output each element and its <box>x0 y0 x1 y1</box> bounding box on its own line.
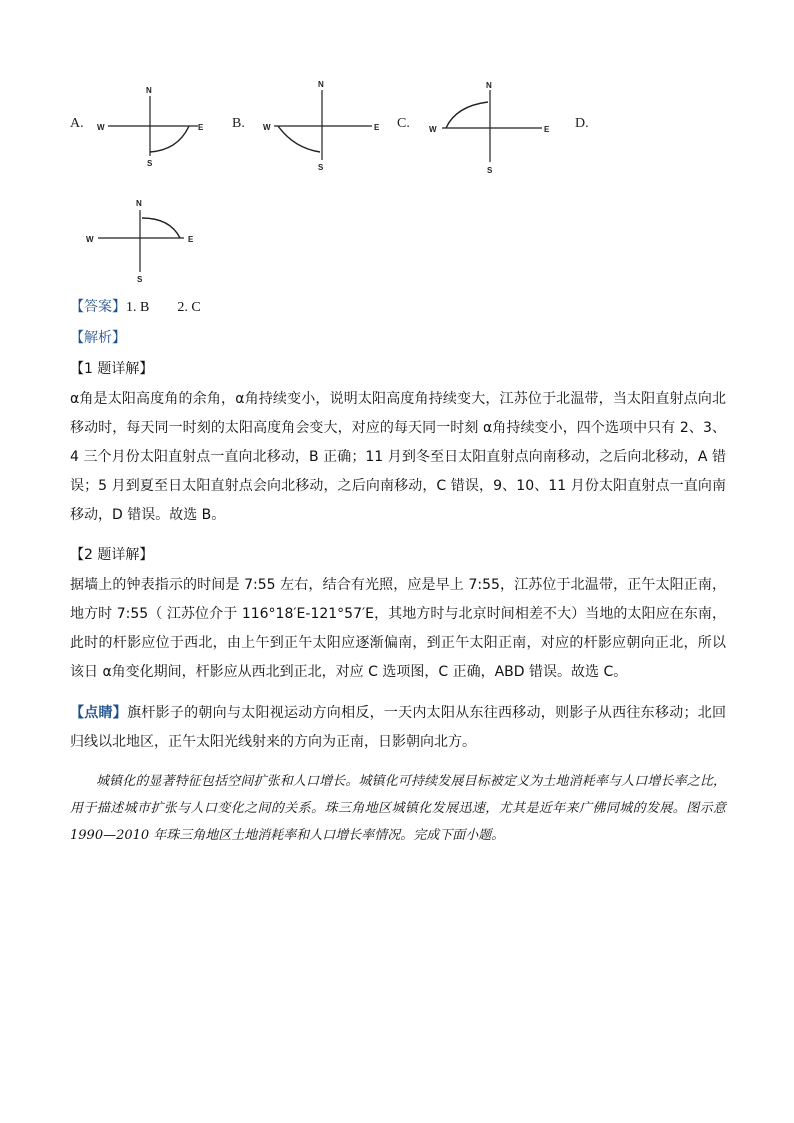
west-label: W <box>429 125 437 134</box>
south-label: S <box>487 166 493 175</box>
north-label: N <box>136 199 142 208</box>
east-label: E <box>188 235 194 244</box>
south-label: S <box>318 163 324 172</box>
tip-body: 旗杆影子的朝向与太阳视运动方向相反，一天内太阳从东往西移动，则影子从西往东移动；北回归线以北地区，正午太阳光线射来的方向为正南，日影朝向北方。 <box>70 705 727 750</box>
answer-tag: 【答案】 <box>70 299 126 315</box>
option-d-compass <box>84 196 204 286</box>
option-d-label: D. <box>575 116 589 131</box>
west-label: W <box>97 123 105 132</box>
tip-tag: 【点睛】 <box>70 705 128 721</box>
option-c-label: C. <box>397 116 410 131</box>
q2-body: 据墙上的钟表指示的时间是 7:55 左右，结合有光照，应是早上 7:55，江苏位于北温带，正午太阳正南，地方时 7:55（ 江苏位介于 116°18′E-121°57′E，其地方时与北京时间相差不大）当地的太阳应在东南，此时的杆影应位于西北，由上午到正午太阳应逐渐偏南，到正午太阳正南，对应的杆影应朝向正北，所以该日 α角变化期间，杆影应从西北到正北，对应 C 选项图，C 正确，ABD 错误。故选 C。 <box>70 577 726 680</box>
answer-line <box>70 298 201 317</box>
q1-body: α角是太阳高度角的余角，α角持续变小，说明太阳高度角持续变大，江苏位于北温带，当太阳直射点向北移动时，每天同一时刻的太阳高度角会变大，对应的每天同一时刻 α角持续变小，四个选项中只有 2、3、4 三个月份太阳直射点一直向北移动，B 正确；11 月到冬至日太阳直射点向南移动，之后向北移动，A 错误；5 月到夏至日太阳直射点会向北移动，之后向南移动，C 错误，9、10、11 月份太阳直射点一直向南移动，D 错误。故选 B。 <box>70 391 726 523</box>
east-label: E <box>544 125 550 134</box>
south-label: S <box>137 275 143 284</box>
answer-text: 1. B 2. C <box>126 300 201 315</box>
north-label: N <box>486 81 492 90</box>
east-label: E <box>198 123 204 132</box>
q2-heading: 【2 题详解】 <box>70 547 154 563</box>
west-label: W <box>263 123 271 132</box>
analysis-heading: 【解析】 <box>70 330 126 346</box>
west-label: W <box>86 235 94 244</box>
option-b-label: B. <box>232 116 245 131</box>
q1-heading: 【1 题详解】 <box>70 361 154 377</box>
option-b-compass <box>258 76 388 174</box>
east-label: E <box>374 123 380 132</box>
passage-text: 城镇化的显著特征包括空间扩张和人口增长。城镇化可持续发展目标被定义为土地消耗率与人口增长率之比，用于描述城市扩张与人口变化之间的关系。珠三角地区城镇化发展迅速，尤其是近年来广佛同城的发展。图示意 1990—2010 年珠三角地区土地消耗率和人口增长率情况。完成下面小题。 <box>70 774 726 843</box>
tip-paragraph <box>70 699 726 757</box>
south-label: S <box>147 159 153 168</box>
option-a-compass <box>92 80 216 170</box>
option-a-label: A. <box>70 116 84 131</box>
north-label: N <box>146 86 152 95</box>
option-c-compass <box>426 76 558 176</box>
north-label: N <box>318 80 324 89</box>
